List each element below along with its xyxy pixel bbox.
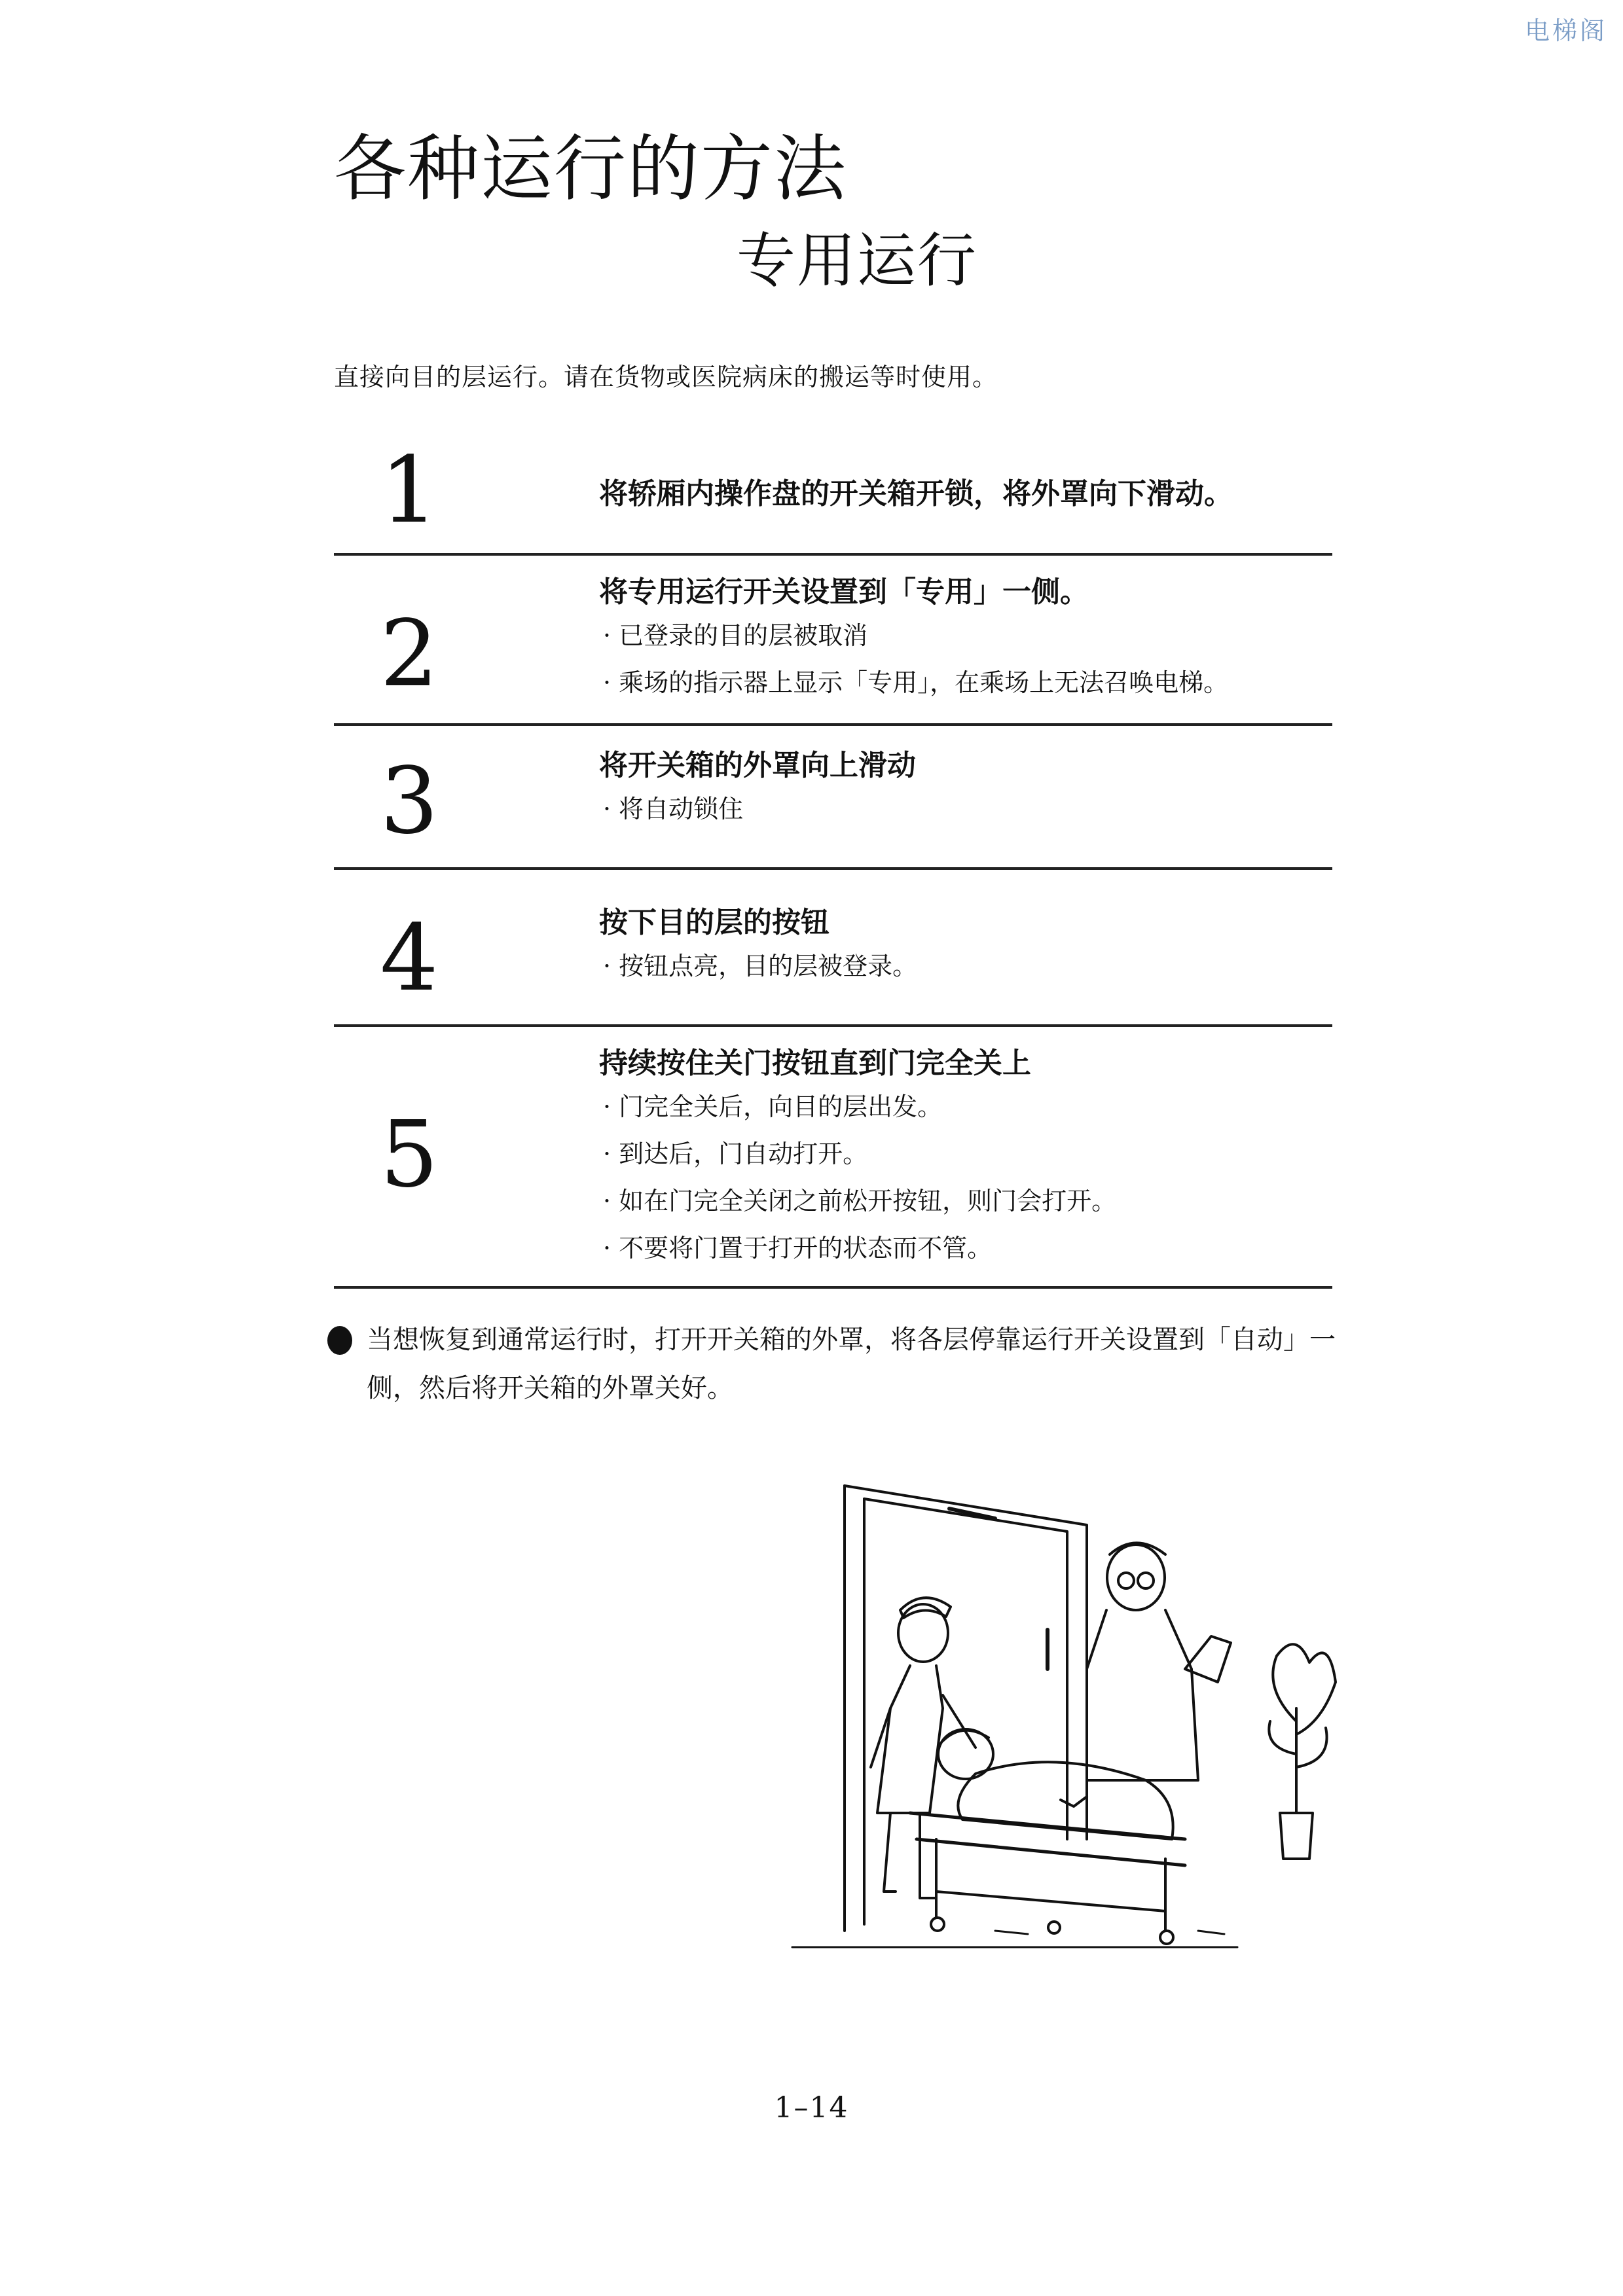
step-number: 1: [380, 437, 439, 544]
divider: [334, 1024, 1332, 1027]
page-title: 各种运行的方法: [334, 127, 847, 211]
step-bullet: · 乘场的指示器上显示「专用」，在乘场上无法召唤电梯。: [599, 659, 1326, 706]
step-heading: 将轿厢内操作盘的开关箱开锁，将外罩向下滑动。: [599, 477, 1233, 511]
divider: [334, 553, 1332, 556]
divider: [334, 1286, 1332, 1289]
step-number: 4: [380, 905, 439, 1012]
page-number: 1–14: [774, 2091, 849, 2125]
step-number: 3: [380, 748, 439, 855]
note-text: 当想恢复到通常运行时，打开开关箱的外罩，将各层停靠运行开关设置到「自动」一侧，然后将开关箱的外罩关好。: [367, 1325, 1336, 1403]
step-heading: 将开关箱的外罩向上滑动: [599, 749, 916, 782]
step-heading: 将专用运行开关设置到「专用」一侧。: [599, 575, 1089, 609]
bullet-dot-icon: [327, 1326, 352, 1355]
divider: [334, 867, 1332, 870]
step-bullet: · 如在门完全关闭之前松开按钮，则门会打开。: [599, 1177, 1326, 1225]
step-number: 5: [380, 1102, 439, 1208]
step-bullet: · 门完全关后，向目的层出发。: [599, 1083, 1326, 1130]
step-bullet: · 到达后，门自动打开。: [599, 1130, 1326, 1177]
intro-text: 直接向目的层运行。请在货物或医院病床的搬运等时使用。: [334, 363, 998, 391]
step-bullet: · 不要将门置于打开的状态而不管。: [599, 1225, 1326, 1272]
hospital-bed-illustration: [779, 1473, 1355, 1996]
step-heading: 按下目的层的按钮: [599, 906, 830, 939]
step-number: 2: [380, 601, 439, 708]
note-block: [327, 1316, 1336, 1412]
watermark-text: 电梯阁: [1524, 16, 1607, 45]
divider: [334, 723, 1332, 726]
step-bullet: · 将自动锁住: [599, 785, 1326, 833]
step-bullet: · 已登录的目的层被取消: [599, 612, 1326, 659]
section-title: 专用运行: [737, 226, 977, 295]
step-bullet: · 按钮点亮，目的层被登录。: [599, 942, 1326, 990]
step-heading: 持续按住关门按钮直到门完全关上: [599, 1047, 1031, 1080]
